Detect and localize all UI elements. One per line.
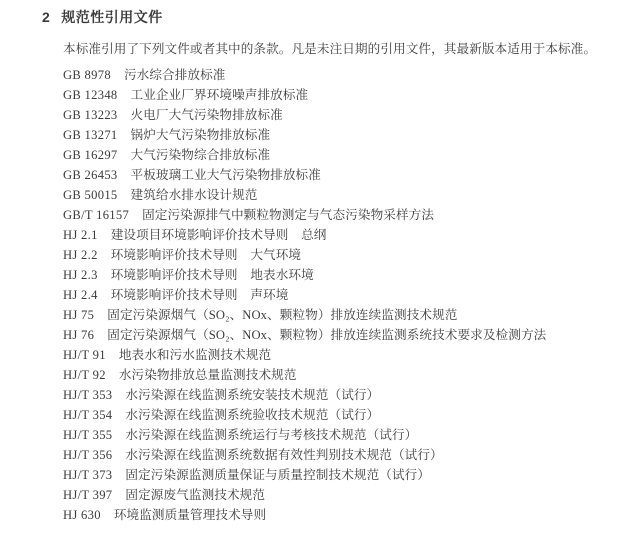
reference-row xyxy=(63,245,640,265)
reference-title: 水污染物排放总量监测技术规范 xyxy=(118,368,297,382)
reference-row xyxy=(63,305,640,325)
reference-code: GB/T 16157 xyxy=(63,208,130,222)
reference-row xyxy=(63,145,640,165)
reference-title: 平板玻璃工业大气污染物排放标准 xyxy=(130,168,321,182)
reference-title: 环境监测质量管理技术导则 xyxy=(113,508,267,522)
reference-row xyxy=(63,65,640,85)
reference-row xyxy=(63,445,640,465)
reference-code: GB 12348 xyxy=(63,88,118,102)
reference-code: HJ/T 356 xyxy=(63,448,113,462)
reference-title: 水污染源在线监测系统验收技术规范（试行） xyxy=(125,408,380,422)
intro-paragraph: 本标准引用了下列文件或者其中的条款。凡是未注日期的引用文件，其最新版本适用于本标准。 xyxy=(63,42,597,56)
reference-row xyxy=(63,485,640,505)
reference-title: 环境影响评价技术导则 地表水环境 xyxy=(110,268,314,282)
reference-code: GB 26453 xyxy=(63,168,118,182)
reference-title: 环境影响评价技术导则 大气环境 xyxy=(110,248,302,262)
reference-row xyxy=(63,365,640,385)
reference-row xyxy=(63,125,640,145)
reference-row xyxy=(63,185,640,205)
reference-list xyxy=(63,65,640,525)
reference-title: 固定污染源排气中颗粒物测定与气态污染物采样方法 xyxy=(142,208,435,222)
section-title: 规范性引用文件 xyxy=(61,9,163,25)
reference-row xyxy=(63,505,640,525)
reference-title: 固定污染源烟气（SO₂、NOx、颗粒物）排放连续监测技术规范 xyxy=(107,308,458,322)
reference-row xyxy=(63,205,640,225)
reference-row xyxy=(63,85,640,105)
reference-title: 污水综合排放标准 xyxy=(123,68,226,82)
reference-row xyxy=(63,405,640,425)
reference-code: GB 50015 xyxy=(63,188,118,202)
reference-code: HJ 2.4 xyxy=(63,288,98,302)
reference-code: HJ 2.1 xyxy=(63,228,98,242)
reference-row xyxy=(63,225,640,245)
reference-row xyxy=(63,465,640,485)
reference-title: 固定源废气监测技术规范 xyxy=(125,488,266,502)
reference-code: HJ/T 92 xyxy=(63,368,106,382)
reference-title: 火电厂大气污染物排放标准 xyxy=(130,108,283,122)
reference-code: HJ 630 xyxy=(63,508,101,522)
reference-row xyxy=(63,105,640,125)
reference-row xyxy=(63,325,640,345)
reference-title: 固定污染源烟气（SO₂、NOx、颗粒物）排放连续监测系统技术要求及检测方法 xyxy=(107,328,547,342)
reference-row xyxy=(63,385,640,405)
reference-title: 环境影响评价技术导则 声环境 xyxy=(110,288,289,302)
reference-title: 锅炉大气污染物排放标准 xyxy=(130,128,271,142)
reference-code: HJ/T 373 xyxy=(63,468,113,482)
reference-code: HJ/T 354 xyxy=(63,408,113,422)
reference-row xyxy=(63,285,640,305)
reference-title: 建筑给水排水设计规范 xyxy=(130,188,258,202)
reference-code: HJ 2.2 xyxy=(63,248,98,262)
reference-code: GB 13271 xyxy=(63,128,118,142)
reference-code: GB 16297 xyxy=(63,148,118,162)
reference-code: HJ 2.3 xyxy=(63,268,98,282)
reference-code: HJ 75 xyxy=(63,308,95,322)
reference-code: GB 13223 xyxy=(63,108,118,122)
section-number: 2 xyxy=(42,9,51,25)
reference-title: 固定污染源监测质量保证与质量控制技术规范（试行） xyxy=(125,468,431,482)
reference-title: 水污染源在线监测系统运行与考核技术规范（试行） xyxy=(125,428,418,442)
reference-row xyxy=(63,265,640,285)
reference-title: 大气污染物综合排放标准 xyxy=(130,148,271,162)
reference-code: HJ/T 353 xyxy=(63,388,113,402)
reference-code: HJ 76 xyxy=(63,328,95,342)
reference-code: HJ/T 397 xyxy=(63,488,113,502)
reference-code: HJ/T 91 xyxy=(63,348,106,362)
reference-title: 水污染源在线监测系统数据有效性判别技术规范（试行） xyxy=(125,448,443,462)
reference-title: 工业企业厂界环境噪声排放标准 xyxy=(130,88,309,102)
reference-row xyxy=(63,345,640,365)
reference-code: HJ/T 355 xyxy=(63,428,113,442)
reference-row xyxy=(63,165,640,185)
reference-row xyxy=(63,425,640,445)
reference-title: 建设项目环境影响评价技术导则 总纲 xyxy=(110,228,327,242)
section-heading xyxy=(0,0,640,25)
reference-code: GB 8978 xyxy=(63,68,111,82)
reference-title: 地表水和污水监测技术规范 xyxy=(118,348,272,362)
reference-title: 水污染源在线监测系统安装技术规范（试行） xyxy=(125,388,380,402)
